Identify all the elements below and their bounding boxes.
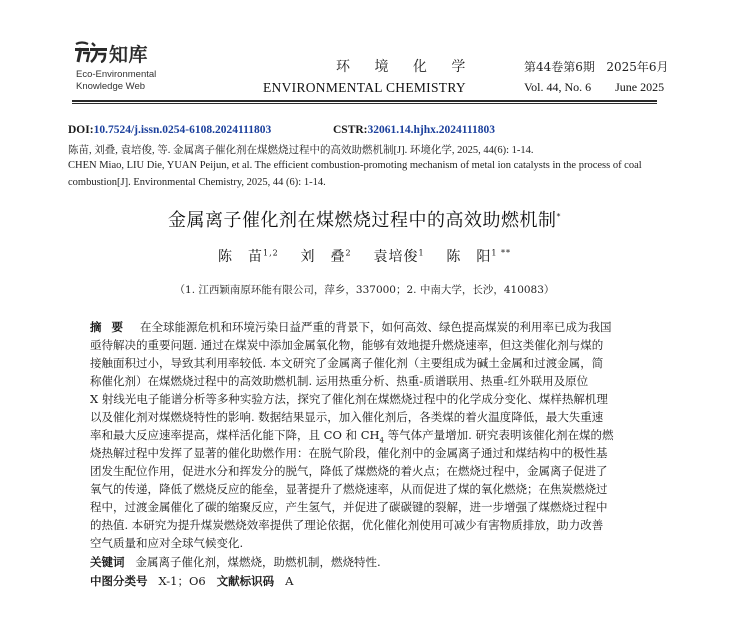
header-rule-thin xyxy=(72,103,657,104)
affiliation: （1. 江西颖南原环能有限公司，萍乡，337000；2. 中南大学，长沙，410083） xyxy=(174,284,555,296)
doc-code-label: 文献标识码 xyxy=(216,574,275,588)
class-number-label: 中图分类号 xyxy=(90,574,148,588)
journal-title-cn: 环 境 化 学 xyxy=(336,59,476,75)
keywords-line xyxy=(90,554,381,570)
doi-link[interactable]: 10.7524/j.issn.0254-6108.2024111803 xyxy=(93,124,272,136)
abstract-line: X 射线光电子能谱分析等多种实验方法，探究了催化剂在煤燃烧过程中的化学成分变化、煤样热解机理 xyxy=(90,392,608,406)
abstract-line: 亟待解决的重要问题. 通过在煤炭中添加金属氧化物，能够有效地提升燃烧速率，但这类催化剂与煤的 xyxy=(90,338,604,352)
cstr-label: CSTR: xyxy=(333,124,368,136)
abstract-line xyxy=(90,427,613,444)
abstract-line: 以及催化剂对煤燃烧特性的影响. 数据结果显示，加入催化剂后，各类煤的着火温度降低，最大失重速 xyxy=(90,410,604,424)
author-name: 陈 阳 xyxy=(446,249,492,265)
doi-line xyxy=(68,124,271,136)
author-name: 袁培俊 xyxy=(373,249,419,265)
logo-mark-icon xyxy=(72,41,108,63)
abstract-line: 氧气的传递，降低了燃烧反应的能垒，显著提升了燃烧速率，从而促进了煤的氧化燃烧；在焦炭燃烧过 xyxy=(90,482,608,496)
abstract-line: 空气质量和应对全球气候变化. xyxy=(90,536,244,550)
logo-subtitle-line1: Eco-Environmental xyxy=(76,69,157,80)
abstract-line: 烧热解过程中发挥了显著的催化助燃作用：在脱气阶段，催化剂中的金属离子通过和煤结构中的极性基 xyxy=(90,446,608,460)
author-list xyxy=(0,246,729,266)
abstract-line xyxy=(90,319,612,335)
doc-code-value: A xyxy=(285,574,294,588)
author-affil-mark: 1 xyxy=(418,248,425,258)
abstract-text: 等气体产量增加. 研究表明该催化剂在煤的燃 xyxy=(384,428,614,442)
abstract-line: 称催化剂）在煤燃烧过程中的高效助燃机制. 运用热重分析、热重-质谱联用、热重-红外联用及原位 xyxy=(90,374,589,388)
author-affil-mark: 1,2 xyxy=(263,248,279,258)
doi-label: DOI: xyxy=(68,124,94,136)
author-affil-mark: 2 xyxy=(345,248,352,258)
cstr-line xyxy=(333,124,495,136)
cstr-link[interactable]: 32061.14.hjhx.2024111803 xyxy=(367,124,495,136)
journal-title-en: ENVIRONMENTAL CHEMISTRY xyxy=(263,80,466,95)
keywords-text: 金属离子催化剂，煤燃烧，助燃机制，燃烧特性. xyxy=(135,555,381,569)
ch4-subscript: 4 xyxy=(379,436,384,445)
logo-subtitle-line2: Knowledge Web xyxy=(76,81,146,92)
article-title-text: 金属离子催化剂在煤燃烧过程中的高效助燃机制 xyxy=(168,210,557,231)
site-logo[interactable] xyxy=(72,40,182,100)
keywords-label: 关键词 xyxy=(90,555,125,569)
citation-en-line1: CHEN Miao, LIU Die, YUAN Peijun, et al. The efficient combustion-promoting mechanism of metal ion catalysts in the process of coal xyxy=(68,160,642,171)
abstract-line: 团发生配位作用，促进水分和挥发分的脱气，降低了煤燃烧的着火点；在燃烧过程中，金属离子促进了 xyxy=(90,464,608,478)
author-affil-mark: 1 ** xyxy=(491,248,511,258)
article-title xyxy=(0,206,729,232)
abstract-text: 率和最大反应速率提高，煤样活化能下降，且 CO 和 CH xyxy=(90,428,380,442)
author-name: 刘 叠 xyxy=(300,249,346,265)
abstract-line: 接触面积过小，导致其利用率较低. 本文研究了金属离子催化剂（主要组成为碱土金属和过渡金属，简 xyxy=(90,356,604,370)
issue-info-cn: 第44卷第6期 2025年6月 xyxy=(524,60,669,74)
title-footnote-mark: * xyxy=(556,212,561,221)
abstract-text: 在全球能源危机和环境污染日益严重的背景下，如何高效、绿色提高煤炭的利用率已成为我国 xyxy=(140,320,612,334)
issue-info-en: Vol. 44, No. 6 June 2025 xyxy=(524,80,665,94)
logo-name: 知库 xyxy=(109,44,149,66)
abstract-label: 摘 要 xyxy=(90,320,127,334)
abstract-line: 的热值. 本研究为提升煤炭燃烧效率提供了理论依据，优化催化剂使用可减少有害物质排放，助力改善 xyxy=(90,518,604,532)
header-rule-thick xyxy=(72,100,657,102)
citation-en-line2: combustion[J]. Environmental Chemistry, 2025, 44 (6): 1-14. xyxy=(68,177,326,188)
class-number-value: X-1；O6 xyxy=(158,574,206,588)
abstract-line: 程中，过渡金属催化了碳的缩聚反应，产生氢气，并促进了碳碳键的裂解，进一步增强了煤燃烧过程中 xyxy=(90,500,608,514)
citation-cn: 陈苗, 刘叠, 袁培俊, 等. 金属离子催化剂在煤燃烧过程中的高效助燃机制[J]. 环境化学, 2025, 44(6): 1-14. xyxy=(68,145,534,156)
author-name: 陈 苗 xyxy=(218,249,263,265)
classification-line xyxy=(90,573,293,589)
